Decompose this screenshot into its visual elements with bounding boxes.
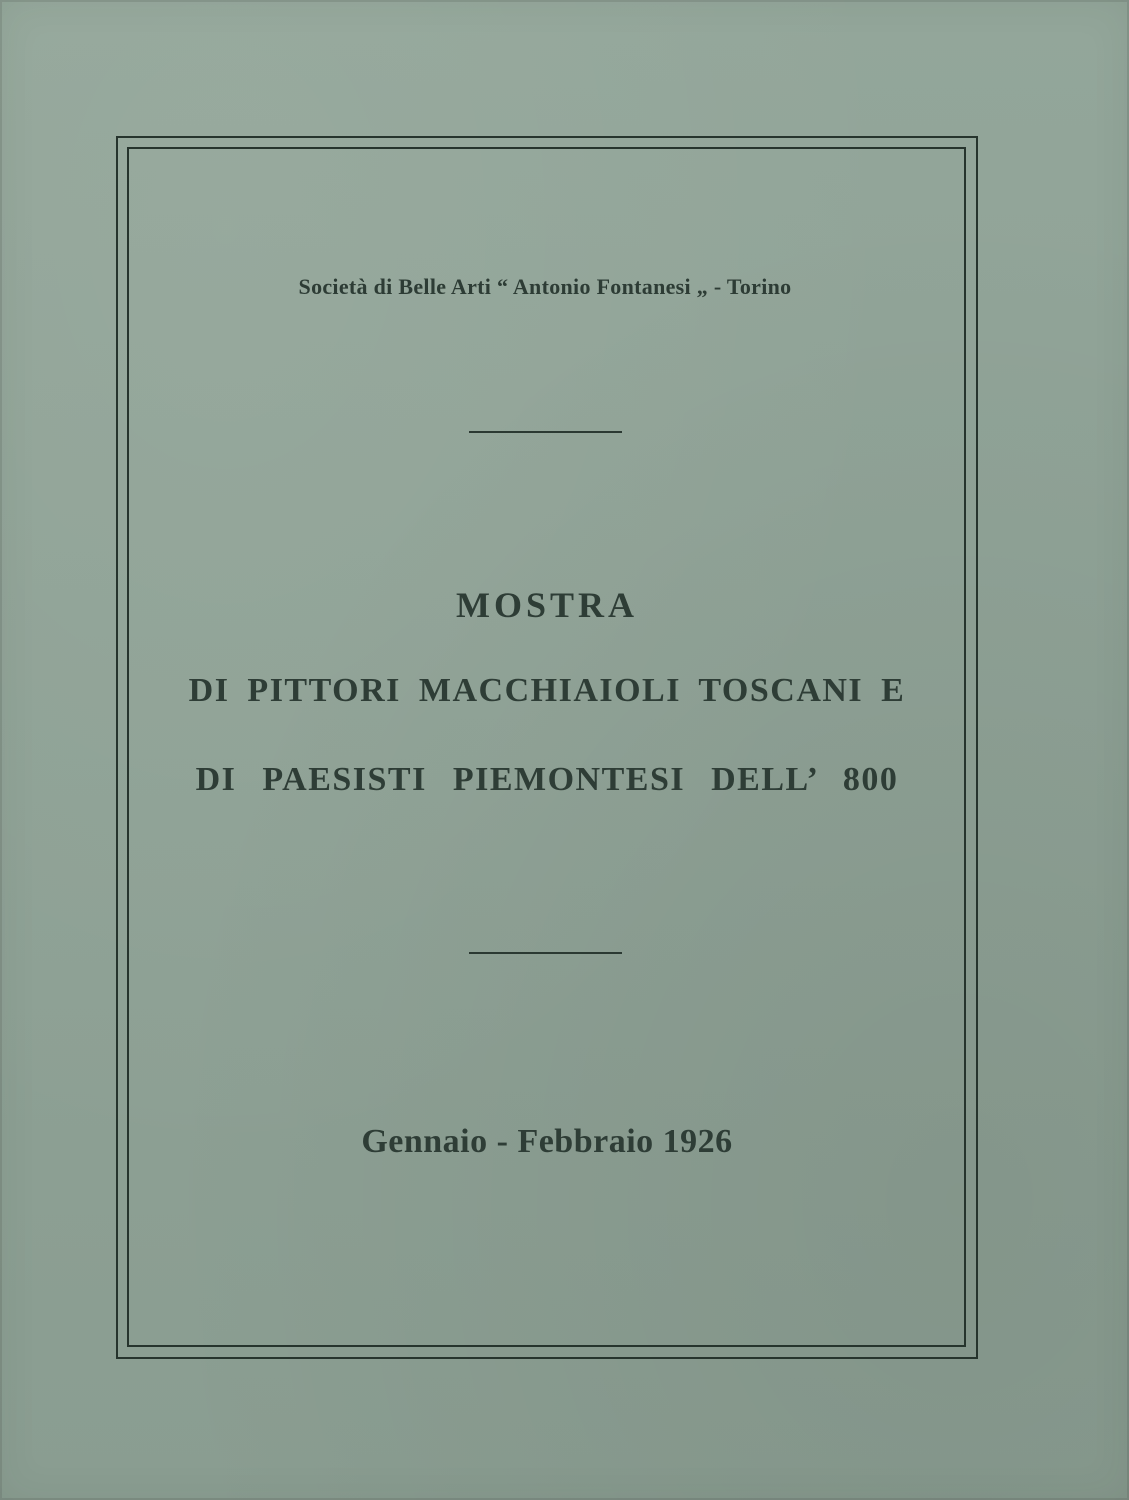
inner-border (127, 147, 966, 1347)
page-title: MOSTRA (455, 585, 638, 625)
subtitle-line-1: DI PITTORI MACCHIAIOLI TOSCANI E (188, 672, 906, 709)
bottom-divider (469, 952, 622, 954)
top-divider (469, 431, 622, 433)
publisher-line: Società di Belle Arti “ Antonio Fontanesi „ - Torino (298, 274, 792, 299)
exhibition-dates: Gennaio - Febbraio 1926 (361, 1123, 733, 1160)
subtitle-line-2: DI PAESISTI PIEMONTESI DELL’ 800 (195, 761, 899, 798)
